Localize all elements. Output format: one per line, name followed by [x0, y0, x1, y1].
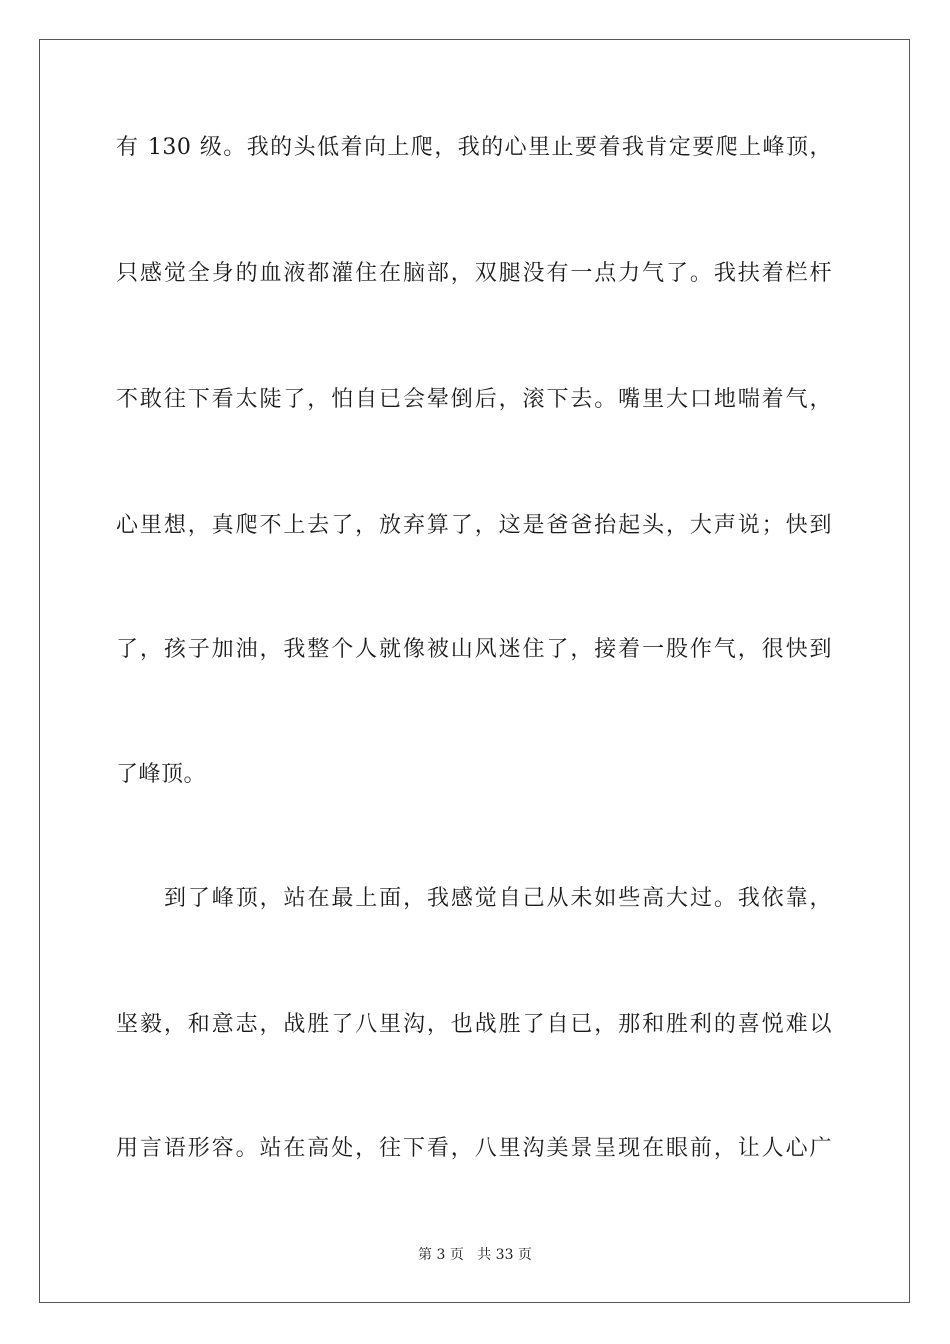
- text-line: 用言语形容。站在高处，往下看，八里沟美景呈现在眼前，让人心广: [116, 1136, 832, 1161]
- page-border: [39, 39, 910, 1303]
- page-number: 第 3 页: [418, 1247, 464, 1263]
- text-line: 只感觉全身的血液都灌住在脑部，双腿没有一点力气了。我扶着栏杆: [116, 261, 832, 286]
- text-line: 不敢往下看太陡了，怕自已会晕倒后，滚下去。嘴里大口地喘着气，: [116, 387, 832, 412]
- page-total: 共 33 页: [477, 1247, 532, 1263]
- text-line: 心里想，真爬不上去了，放弃算了，这是爸爸抬起头，大声说；快到: [116, 513, 832, 538]
- paragraph-start-line: 到了峰顶，站在最上面，我感觉自己从未如些高大过。我依靠，: [164, 886, 832, 911]
- text-line: 有 130 级。我的头低着向上爬，我的心里止要着我肯定要爬上峰顶，: [116, 135, 832, 160]
- page-footer: [0, 1246, 950, 1264]
- text-line: 了峰顶。: [116, 762, 207, 787]
- text-line: 了，孩子加油，我整个人就像被山风迷住了，接着一股作气，很快到: [116, 637, 832, 662]
- text-line: 坚毅，和意志，战胜了八里沟，也战胜了自已，那和胜利的喜悦难以: [116, 1012, 832, 1037]
